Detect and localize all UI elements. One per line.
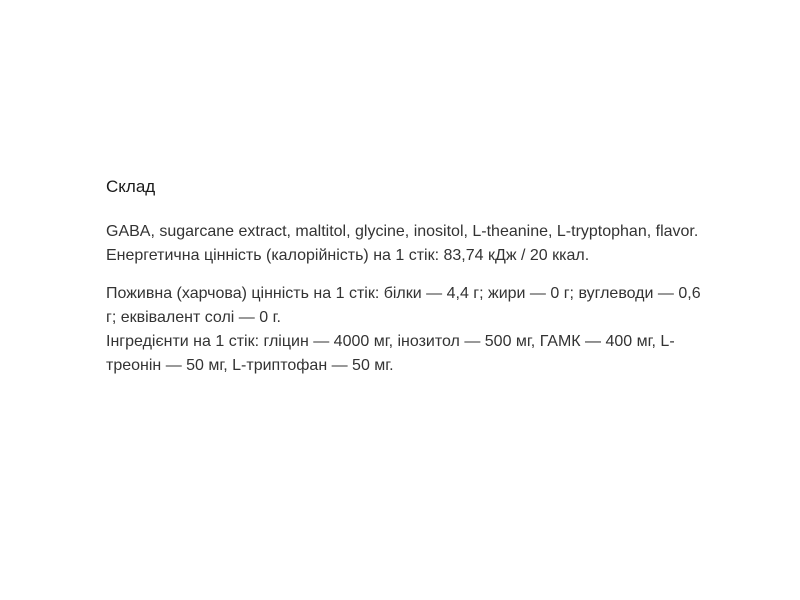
section-title: Склад (106, 177, 156, 196)
ingredients-list: GABA, sugarcane extract, maltitol, glycine, inositol, L-theanine, L-tryptophan, flavor. (106, 223, 699, 240)
composition-section (106, 176, 706, 378)
ingredients-block (106, 220, 706, 268)
ingredients-per-stick: Інгредієнти на 1 стік: гліцин — 4000 мг, інозитол — 500 мг, ГАМК — 400 мг, L-треонін — 50 мг, L-триптофан — 50 мг. (106, 333, 675, 374)
energy-value: Енергетична цінність (калорійність) на 1 стік: 83,74 кДж / 20 ккал. (106, 247, 590, 264)
nutrition-value: Поживна (харчова) цінність на 1 стік: білки — 4,4 г; жири — 0 г; вуглеводи — 0,6 г; еквівалент солі — 0 г. (106, 285, 701, 326)
nutrition-block (106, 282, 706, 378)
